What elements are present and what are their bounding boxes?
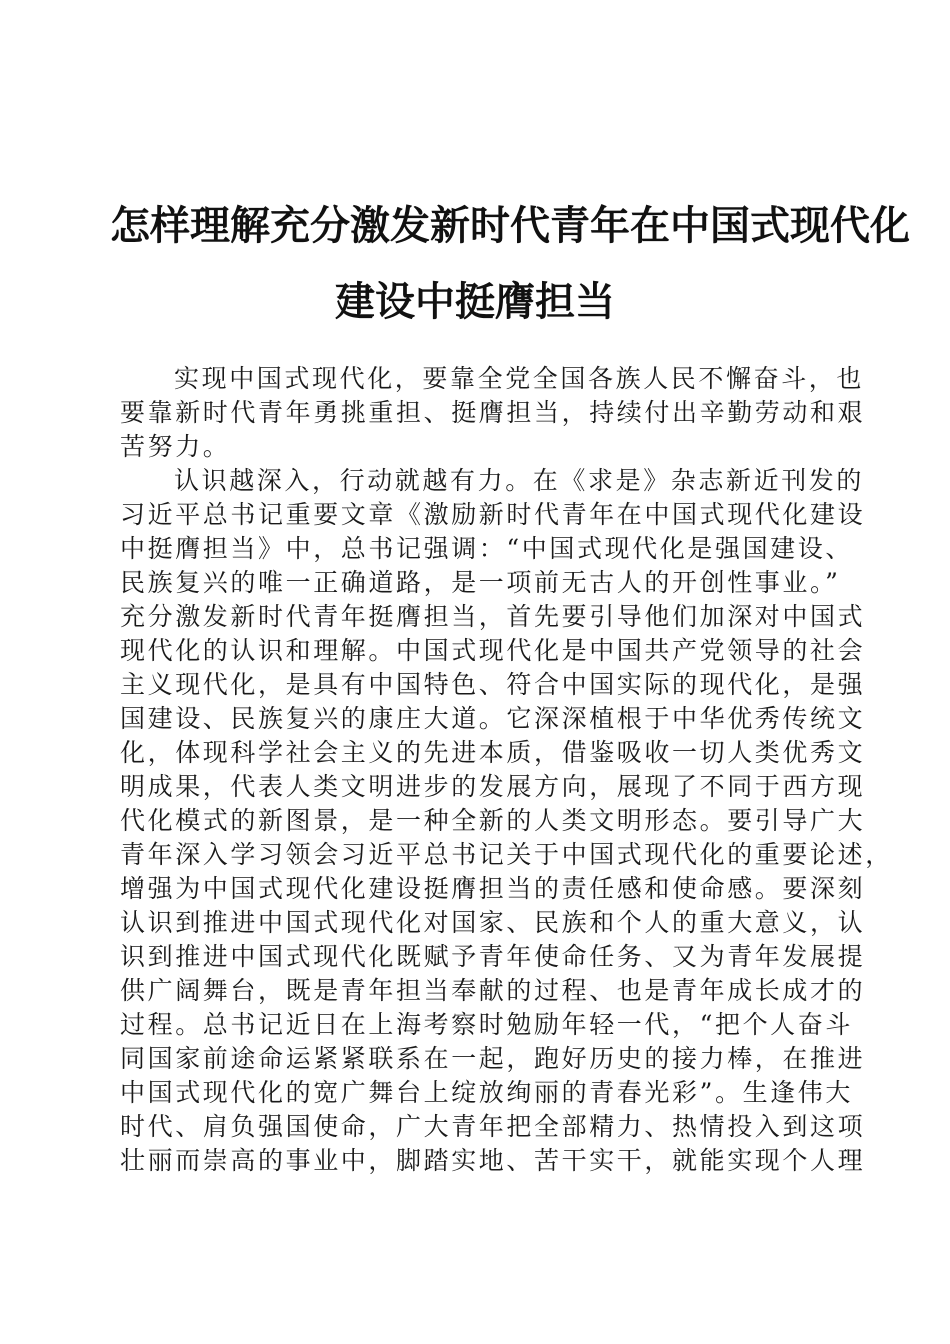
- paragraph-line: 化，体现科学社会主义的先进本质，借鉴吸收一切人类优秀文: [120, 738, 866, 767]
- paragraph-line: 认识越深入，行动就越有力。在《求是》杂志新近刊发的: [174, 466, 865, 495]
- paragraph-line: 壮丽而崇高的事业中，脚踏实地、苦干实干，就能实现个人理: [120, 1146, 866, 1175]
- title-line: 怎样理解充分激发新时代青年在中国式现代化: [110, 202, 910, 249]
- paragraph-line: 过程。总书记近日在上海考察时勉励年轻一代，“把个人奋斗: [120, 1010, 853, 1039]
- paragraph-line: 识到推进中国式现代化既赋予青年使命任务、又为青年发展提: [120, 942, 866, 971]
- paragraph-line: 苦努力。: [120, 432, 231, 461]
- paragraph-line: 国建设、民族复兴的康庄大道。它深深植根于中华优秀传统文: [120, 704, 866, 733]
- paragraph-line: 供广阔舞台，既是青年担当奉献的过程、也是青年成长成才的: [120, 976, 866, 1005]
- paragraph-line: 中挺膺担当》中，总书记强调：“中国式现代化是强国建设、: [120, 534, 853, 563]
- paragraph-line: 现代化的认识和理解。中国式现代化是中国共产党领导的社会: [120, 636, 866, 665]
- paragraph-line: 要靠新时代青年勇挑重担、挺膺担当，持续付出辛勤劳动和艰: [120, 398, 866, 427]
- document-body: [120, 362, 893, 1178]
- paragraph-line: 增强为中国式现代化建设挺膺担当的责任感和使命感。要深刻: [120, 874, 866, 903]
- paragraph-line: 实现中国式现代化，要靠全党全国各族人民不懈奋斗，也: [174, 364, 865, 393]
- paragraph-line: 充分激发新时代青年挺膺担当，首先要引导他们加深对中国式: [120, 602, 866, 631]
- paragraph-line: 代化模式的新图景，是一种全新的人类文明形态。要引导广大: [120, 806, 866, 835]
- paragraph-2: [120, 464, 893, 1178]
- paragraph-line: 青年深入学习领会习近平总书记关于中国式现代化的重要论述，: [120, 840, 893, 869]
- paragraph-line: 中国式现代化的宽广舞台上绽放绚丽的青春光彩”。生逢伟大: [120, 1078, 853, 1107]
- paragraph-line: 习近平总书记重要文章《激励新时代青年在中国式现代化建设: [120, 500, 866, 529]
- paragraph-line: 认识到推进中国式现代化对国家、民族和个人的重大意义，认: [120, 908, 866, 937]
- paragraph-line: 主义现代化，是具有中国特色、符合中国实际的现代化，是强: [120, 670, 866, 699]
- paragraph-line: 时代、肩负强国使命，广大青年把全部精力、热情投入到这项: [120, 1112, 866, 1141]
- title-line: 建设中挺膺担当: [335, 278, 615, 325]
- paragraph-line: 同国家前途命运紧紧联系在一起，跑好历史的接力棒，在推进: [120, 1044, 866, 1073]
- paragraph-line: 民族复兴的唯一正确道路，是一项前无古人的开创性事业。”: [120, 568, 841, 597]
- paragraph-line: 明成果，代表人类文明进步的发展方向，展现了不同于西方现: [120, 772, 866, 801]
- document-title: [110, 188, 910, 340]
- paragraph-1: [120, 362, 866, 464]
